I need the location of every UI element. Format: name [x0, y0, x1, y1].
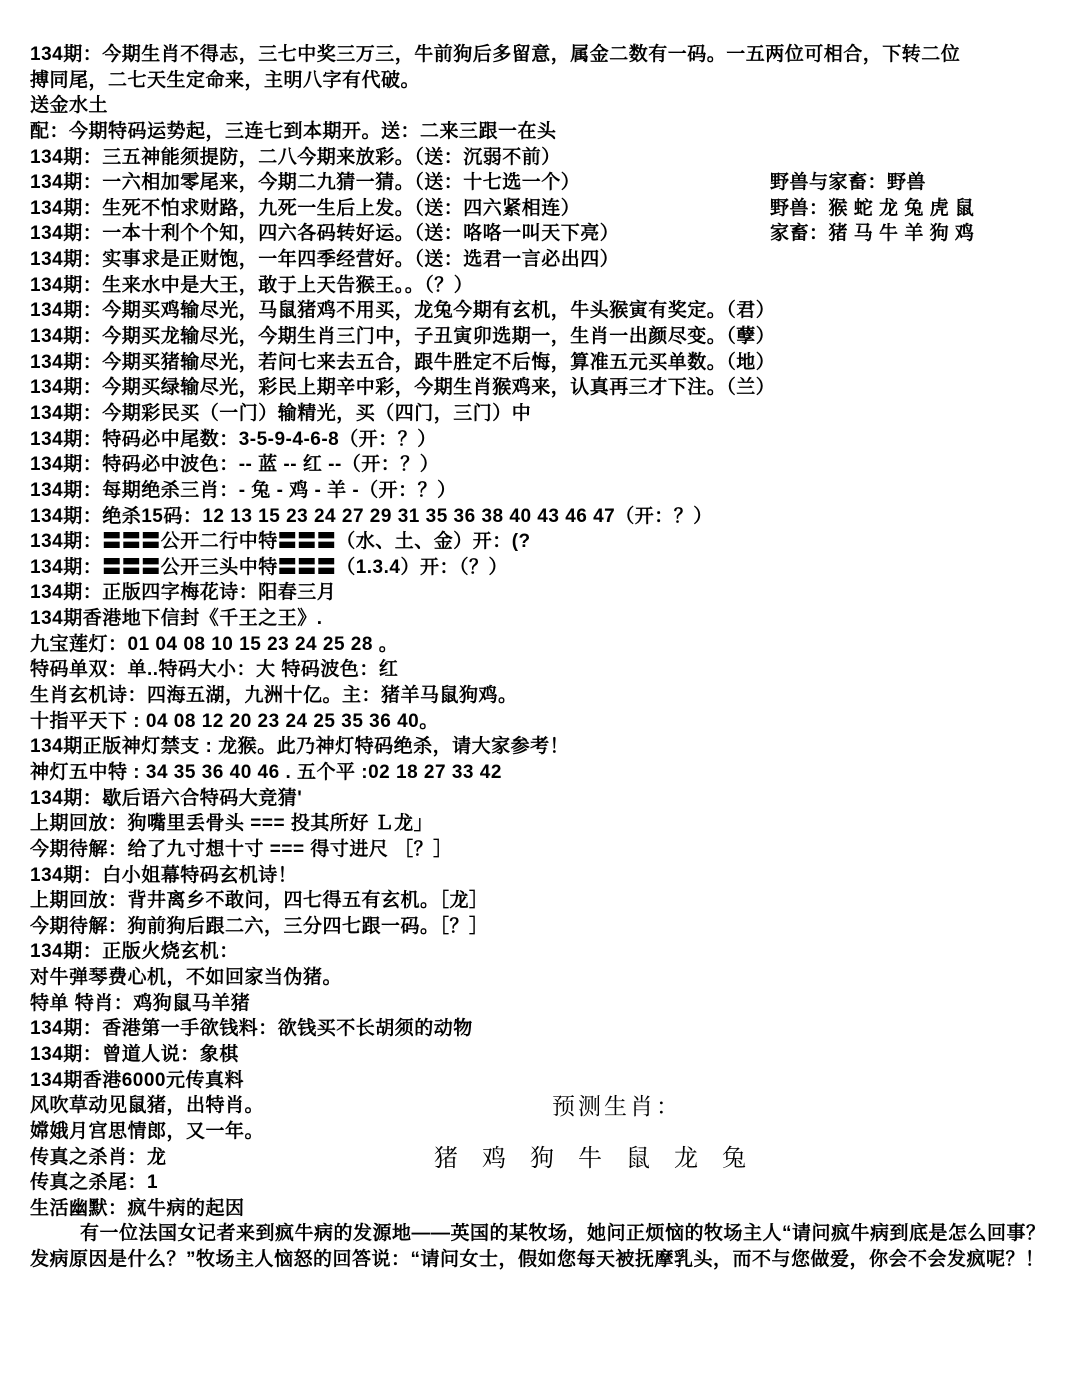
- line-text: 134期：〓〓〓公开二行中特〓〓〓（水、土、金）开：(?: [30, 531, 531, 553]
- line-text: 134期：曾道人说：象棋: [30, 1043, 239, 1065]
- line-text: 十指平天下 : 04 08 12 20 23 24 25 35 36 40。: [30, 710, 439, 732]
- text-line: [30, 1119, 1066, 1145]
- line-text: 送金水土: [30, 95, 109, 117]
- line-text: 九宝莲灯：01 04 08 10 15 23 24 25 28 。: [30, 633, 399, 655]
- line-text: 134期：〓〓〓公开三头中特〓〓〓（1.3.4）开：（？）: [30, 556, 508, 578]
- line-text: 134期：每期绝杀三肖：- 兔 - 鸡 - 羊 -（开：？）: [30, 479, 457, 501]
- text-line: [30, 119, 1066, 145]
- text-line: [30, 786, 1066, 812]
- text-line: [30, 145, 1066, 171]
- text-line: [30, 196, 1066, 222]
- line-text: 134期：香港第一手欲钱料：欲钱买不长胡须的动物: [30, 1018, 473, 1040]
- line-text: 特码单双：单..特码大小：大 特码波色：红: [30, 659, 399, 681]
- text-line: [30, 683, 1066, 709]
- text-line: [30, 247, 1066, 273]
- line-text: 134期：实事求是正财饱，一年四季经营好。（送：选君一言必出四）: [30, 249, 620, 271]
- text-line: [30, 401, 1066, 427]
- line-text: 生活幽默：疯牛病的起因: [30, 1197, 245, 1219]
- text-line: [30, 42, 1066, 68]
- line-text: 今期待解：给了九寸想十寸 === 得寸进尺 ［？］: [30, 838, 453, 860]
- text-line: [30, 298, 1066, 324]
- line-text: 对牛弹琴费心机，不如回家当伪猪。: [30, 967, 343, 989]
- text-line: [30, 529, 1066, 555]
- line-text: 特单 特肖：鸡狗鼠马羊猪: [30, 992, 251, 1014]
- text-line: [30, 1247, 1066, 1273]
- text-line: [30, 221, 1066, 247]
- text-line: [30, 324, 1066, 350]
- text-line: [30, 452, 1066, 478]
- text-line: [30, 734, 1066, 760]
- text-line: [30, 939, 1066, 965]
- line-text: 134期：白小姐幕特码玄机诗！: [30, 864, 298, 886]
- text-line: [30, 811, 1066, 837]
- text-line: [30, 965, 1066, 991]
- line-text: 134期：今期买绿输尽光，彩民上期辛中彩，今期生肖猴鸡来，认真再三才下注。（兰）: [30, 377, 776, 399]
- line-text: 134期：生死不怕求财路，九死一生后上发。（送：四六紧相连）: [30, 197, 581, 219]
- text-line: [30, 170, 1066, 196]
- line-text: 传真之杀肖：龙: [30, 1146, 167, 1168]
- text-line: [30, 837, 1066, 863]
- line-text: 134期：特码必中尾数：3-5-9-4-6-8（开：？）: [30, 428, 437, 450]
- line-text: 134期香港地下信封《千王之王》.: [30, 608, 323, 630]
- beast-livestock-note: 野兽：猴 蛇 龙 兔 虎 鼠: [770, 197, 975, 219]
- line-text: 134期：歇后语六合特码大竞猜': [30, 787, 303, 809]
- line-text: 神灯五中特 : 34 35 36 40 46 . 五个平 :02 18 27 33 42: [30, 761, 502, 783]
- line-text: 发病原因是什么？”牧场主人恼怒的回答说：“请问女士，假如您每天被抚摩乳头，而不与您做爱，你会不会发疯呢？！: [30, 1249, 1045, 1271]
- line-text: 有一位法国女记者来到疯牛病的发源地——英国的某牧场，她问正烦恼的牧场主人“请问疯牛病到底是怎么回事？: [80, 1223, 1046, 1245]
- line-text: 134期：三五神能须提防，二八今期来放彩。（送：沉弱不前）: [30, 146, 561, 168]
- text-line: [30, 1093, 1066, 1119]
- line-text: 134期：生来水中是大王，敢于上天告猴王。。（？）: [30, 274, 474, 296]
- text-line: [30, 632, 1066, 658]
- line-text: 上期回放：狗嘴里丢骨头 === 投其所好 Ｌ龙」: [30, 813, 434, 835]
- line-text: 134期：一本十利个个知，四六各码转好运。（送：咯咯一叫天下亮）: [30, 223, 620, 245]
- line-text: 134期：正版四字梅花诗：阳春三月: [30, 582, 337, 604]
- text-line: [30, 427, 1066, 453]
- text-line: [30, 555, 1066, 581]
- text-line: [30, 1042, 1066, 1068]
- line-text: 134期：今期买鸡输尽光，马鼠猪鸡不用买，龙兔今期有玄机，牛头猴寅有奖定。（君）: [30, 300, 776, 322]
- text-line: [30, 580, 1066, 606]
- line-text: 134期：绝杀15码：12 13 15 23 24 27 29 31 35 36 38 40 43 46 47（开：？）: [30, 505, 713, 527]
- line-text: 134期：今期生肖不得志，三七中奖三万三，牛前狗后多留意，属金二数有一码。一五两位可相合，下转二位: [30, 44, 961, 65]
- line-text: 134期：今期买龙输尽光，今期生肖三门中，子丑寅卯选期一，生肖一出颜尽变。（孽）: [30, 326, 776, 348]
- text-line: [30, 1196, 1066, 1222]
- line-text: 今期待解：狗前狗后跟二六，三分四七跟一码。［？］: [30, 915, 489, 937]
- line-text: 134期：正版火烧玄机：: [30, 941, 239, 963]
- text-line: [30, 1016, 1066, 1042]
- line-text: 134期：一六相加零尾来，今期二九猜一猜。（送：十七选一个）: [30, 172, 581, 194]
- line-text: 搏同尾，二七天生定命来，主明八字有代破。: [30, 69, 421, 91]
- text-line: [30, 760, 1066, 786]
- beast-livestock-note: 家畜：猪 马 牛 羊 狗 鸡: [770, 223, 975, 245]
- text-line: [30, 1221, 1066, 1247]
- text-line: [30, 1068, 1066, 1094]
- predicted-zodiac-label: 预测生肖：: [552, 1094, 682, 1120]
- text-line: [30, 273, 1066, 299]
- text-body: [30, 42, 1066, 1273]
- text-line: [30, 709, 1066, 735]
- predicted-zodiac-animals: 猪 鸡 狗 牛 鼠 龙 兔: [434, 1145, 755, 1172]
- text-line: [30, 914, 1066, 940]
- line-text: 传真之杀尾：1: [30, 1172, 159, 1194]
- text-line: [30, 1145, 1066, 1171]
- line-text: 134期正版神灯禁支 : 龙猴。此乃神灯特码绝杀，请大家参考！: [30, 736, 570, 758]
- line-text: 上期回放：背井离乡不敢问，四七得五有玄机。［龙］: [30, 890, 489, 912]
- line-text: 嫦娥月宫思情郎，又一年。: [30, 1120, 265, 1142]
- text-line: [30, 93, 1066, 119]
- line-text: 风吹草动见鼠猪，出特肖。: [30, 1095, 265, 1117]
- text-line: [30, 657, 1066, 683]
- text-line: [30, 375, 1066, 401]
- line-text: 134期：今期买猪输尽光，若问七来去五合，跟牛胜定不后悔，算准五元买单数。（地）: [30, 351, 776, 373]
- text-line: [30, 991, 1066, 1017]
- line-text: 配：今期特码运势起，三连七到本期开。送：二来三跟一在头: [30, 120, 557, 142]
- line-text: 134期香港6000元传真料: [30, 1069, 244, 1091]
- text-line: [30, 1170, 1066, 1196]
- text-line: [30, 478, 1066, 504]
- text-line: [30, 888, 1066, 914]
- line-text: 134期：特码必中波色：-- 蓝 -- 红 --（开：？）: [30, 454, 440, 476]
- beast-livestock-note: 野兽与家畜：野兽: [770, 172, 927, 194]
- text-line: [30, 350, 1066, 376]
- line-text: 134期：今期彩民买（一门）输精光，买（四门，三门）中: [30, 402, 532, 424]
- text-line: [30, 606, 1066, 632]
- text-line: [30, 863, 1066, 889]
- line-text: 生肖玄机诗：四海五湖，九洲十亿。主：猪羊马鼠狗鸡。: [30, 685, 518, 707]
- text-line: [30, 504, 1066, 530]
- text-line: [30, 68, 1066, 94]
